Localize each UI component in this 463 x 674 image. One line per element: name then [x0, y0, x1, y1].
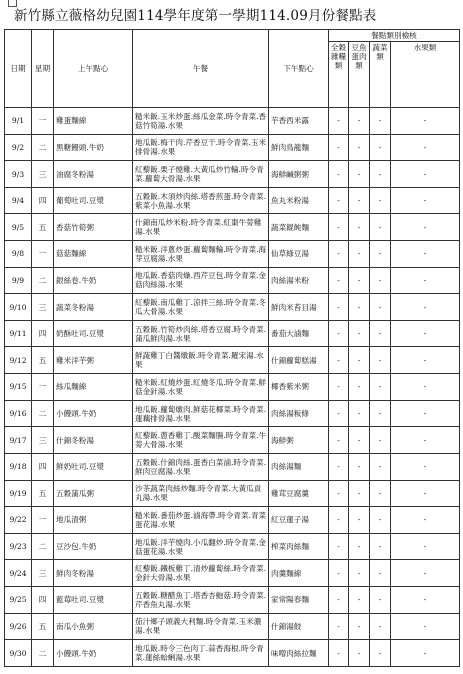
morning-snack-cell: 雞米洋芋粥 [54, 347, 133, 374]
category-check-cell: - [349, 586, 370, 613]
morning-snack-cell: 菇菇麵線 [54, 241, 133, 268]
header-afternoon-snack: 下午點心 [269, 30, 329, 108]
header-category: 豆魚蛋肉類 [349, 42, 370, 108]
date-cell: 9/26 [5, 613, 32, 640]
date-cell: 9/30 [5, 640, 32, 667]
weekday-cell: 一 [32, 507, 54, 534]
date-cell: 9/23 [5, 533, 32, 560]
table-row [5, 187, 460, 214]
table-row [5, 586, 460, 613]
header-category: 水果類 [391, 42, 460, 108]
header-date: 日期 [5, 30, 32, 108]
afternoon-snack-cell: 魚丸米粉湯 [269, 187, 329, 214]
table-row [5, 427, 460, 454]
afternoon-snack-cell: 榨菜肉絲麵 [269, 533, 329, 560]
category-check-cell: - [370, 453, 391, 480]
category-check-cell: - [391, 533, 460, 560]
date-cell: 9/2 [5, 134, 32, 161]
category-check-cell: - [391, 267, 460, 294]
morning-snack-cell: 香菇竹筍粥 [54, 214, 133, 241]
weekday-cell: 五 [32, 214, 54, 241]
category-check-cell: - [349, 241, 370, 268]
date-cell: 9/11 [5, 320, 32, 347]
category-check-cell: - [391, 134, 460, 161]
afternoon-snack-cell: 海鮮鹹粥粥 [269, 161, 329, 188]
afternoon-snack-cell: 紅豆蓮子湯 [269, 507, 329, 534]
category-check-cell: - [370, 613, 391, 640]
category-check-cell: - [329, 560, 349, 587]
category-check-cell: - [329, 480, 349, 507]
category-check-cell: - [370, 214, 391, 241]
table-row [5, 480, 460, 507]
date-cell: 9/25 [5, 586, 32, 613]
date-cell: 9/12 [5, 347, 32, 374]
table-row [5, 374, 460, 401]
weekday-cell: 一 [32, 241, 54, 268]
lunch-cell: 五穀飯.什錦肉絲.蛋香白菜滷.時令青菜.鮮肉豆腐湯.水果 [133, 453, 269, 480]
category-check-cell: - [370, 560, 391, 587]
morning-snack-cell: 油腐冬粉湯 [54, 161, 133, 188]
category-check-cell: - [370, 374, 391, 401]
weekday-cell: 三 [32, 560, 54, 587]
morning-snack-cell: 南瓜小魚粥 [54, 613, 133, 640]
lunch-cell: 沙茶蔬菜肉絲炒麵.時令青菜.大黃瓜貢丸湯.水果 [133, 480, 269, 507]
category-check-cell: - [329, 320, 349, 347]
weekday-cell: 四 [32, 320, 54, 347]
morning-snack-cell: 地瓜清粥 [54, 507, 133, 534]
weekday-cell: 四 [32, 453, 54, 480]
category-check-cell: - [349, 374, 370, 401]
category-check-cell: - [349, 108, 370, 135]
table-row [5, 507, 460, 534]
date-cell: 9/24 [5, 560, 32, 587]
header-lunch: 午餐 [133, 30, 269, 108]
category-check-cell: - [370, 241, 391, 268]
category-check-cell: - [329, 214, 349, 241]
table-row [5, 320, 460, 347]
weekday-cell: 一 [32, 374, 54, 401]
category-check-cell: - [349, 320, 370, 347]
category-check-cell: - [391, 347, 460, 374]
header-category: 全穀雜糧類 [329, 42, 349, 108]
afternoon-snack-cell: 味噌肉絲拉麵 [269, 640, 329, 667]
category-check-cell: - [370, 347, 391, 374]
category-check-cell: - [349, 187, 370, 214]
weekday-cell: 五 [32, 347, 54, 374]
weekday-cell: 三 [32, 427, 54, 454]
lunch-cell: 地瓜飯.時令三色肉丁.蒜香海根.時令青菜.蓮絲蛤蜊湯.水果 [133, 640, 269, 667]
category-check-cell: - [349, 134, 370, 161]
category-check-cell: - [329, 294, 349, 321]
afternoon-snack-cell: 鮮肉米苔目湯 [269, 294, 329, 321]
category-check-cell: - [391, 480, 460, 507]
table-row [5, 108, 460, 135]
date-cell: 9/1 [5, 108, 32, 135]
table-row [5, 613, 460, 640]
afternoon-snack-cell: 家常陽春麵 [269, 586, 329, 613]
date-cell: 9/22 [5, 507, 32, 534]
category-check-cell: - [391, 241, 460, 268]
afternoon-snack-cell: 鮮肉鳥龍麵 [269, 134, 329, 161]
category-check-cell: - [349, 161, 370, 188]
category-check-cell: - [349, 640, 370, 667]
table-row [5, 560, 460, 587]
morning-snack-cell: 鮮奶吐司.豆漿 [54, 453, 133, 480]
category-check-cell: - [391, 613, 460, 640]
table-row [5, 347, 460, 374]
category-check-cell: - [391, 374, 460, 401]
category-check-cell: - [370, 480, 391, 507]
category-check-cell: - [329, 267, 349, 294]
category-check-cell: - [391, 507, 460, 534]
afternoon-snack-cell: 什錦湯餃 [269, 613, 329, 640]
weekday-cell: 四 [32, 586, 54, 613]
category-check-cell: - [370, 294, 391, 321]
category-check-cell: - [329, 613, 349, 640]
meal-table [4, 29, 460, 667]
morning-snack-cell: 銀絲卷.牛奶 [54, 267, 133, 294]
category-check-cell: - [329, 347, 349, 374]
category-check-cell: - [349, 267, 370, 294]
date-cell: 9/5 [5, 214, 32, 241]
category-check-cell: - [391, 320, 460, 347]
header-weekday: 星期 [32, 30, 54, 108]
afternoon-snack-cell: 芋香西米露 [269, 108, 329, 135]
date-cell: 9/10 [5, 294, 32, 321]
weekday-cell: 五 [32, 613, 54, 640]
category-check-cell: - [329, 427, 349, 454]
date-cell: 9/9 [5, 267, 32, 294]
category-check-cell: - [370, 320, 391, 347]
morning-snack-cell: 奶酥吐司.豆漿 [54, 320, 133, 347]
weekday-cell: 二 [32, 640, 54, 667]
morning-snack-cell: 鮮肉冬粉湯 [54, 560, 133, 587]
header-morning-snack: 上午點心 [54, 30, 133, 108]
lunch-cell: 糙米飯.紅燒炒蛋.紅燒冬瓜.時令青菜.鮮菇金針湯.水果 [133, 374, 269, 401]
lunch-cell: 糙米飯.番茄炒蛋.滷海帶.時令青菜.青菜蛋花湯.水果 [133, 507, 269, 534]
category-check-cell: - [391, 214, 460, 241]
weekday-cell: 三 [32, 161, 54, 188]
morning-snack-cell: 黑糖饅頭.牛奶 [54, 134, 133, 161]
afternoon-snack-cell: 仙草綠豆湯 [269, 241, 329, 268]
afternoon-snack-cell: 肉絲湯米粉 [269, 267, 329, 294]
lunch-cell: 紅藜飯.南瓜雞丁.涼拌三絲.時令青菜.冬瓜大骨湯.水果 [133, 294, 269, 321]
category-check-cell: - [391, 586, 460, 613]
date-cell: 9/19 [5, 480, 32, 507]
category-check-cell: - [370, 533, 391, 560]
category-check-cell: - [391, 640, 460, 667]
lunch-cell: 茄汁鄉子頭義大利麵.時令青菜.玉米濃湯.水果 [133, 613, 269, 640]
morning-snack-cell: 小饅頭.牛奶 [54, 640, 133, 667]
lunch-cell: 紅藜飯.蔥香雞丁.酸菜麵腸.時令青菜.牛蒡大骨湯.水果 [133, 427, 269, 454]
morning-snack-cell: 絲瓜麵線 [54, 374, 133, 401]
category-check-cell: - [349, 613, 370, 640]
weekday-cell: 二 [32, 400, 54, 427]
category-check-cell: - [349, 453, 370, 480]
date-cell: 9/8 [5, 241, 32, 268]
date-cell: 9/17 [5, 427, 32, 454]
afternoon-snack-cell: 蔬菜餛飩麵 [269, 214, 329, 241]
table-row [5, 453, 460, 480]
header-category: 蔬菜類 [370, 42, 391, 108]
category-check-cell: - [329, 586, 349, 613]
morning-snack-cell: 葡萄吐司.豆漿 [54, 187, 133, 214]
lunch-cell: 鮮蔬雞丁白醬燉飯.時令青菜.羅宋湯.水果 [133, 347, 269, 374]
category-check-cell: - [391, 427, 460, 454]
lunch-cell: 地瓜飯.香菇肉燥.西芹豆包.時令青菜.金菇肉絲湯.水果 [133, 267, 269, 294]
category-check-cell: - [370, 187, 391, 214]
lunch-cell: 紅藜飯.栗子燒雞.大黃瓜炒竹輪.時令青菜.蘿蔔大骨湯.水果 [133, 161, 269, 188]
category-check-cell: - [349, 400, 370, 427]
category-check-cell: - [329, 507, 349, 534]
weekday-cell: 二 [32, 267, 54, 294]
category-check-cell: - [329, 134, 349, 161]
category-check-cell: - [329, 187, 349, 214]
category-check-cell: - [329, 400, 349, 427]
lunch-cell: 五穀飯.糖醋魚丁.塔香杏鮑菇.時令青菜.芹香魚丸湯.水果 [133, 586, 269, 613]
weekday-cell: 三 [32, 294, 54, 321]
table-row [5, 267, 460, 294]
category-check-cell: - [349, 427, 370, 454]
category-check-cell: - [349, 480, 370, 507]
date-cell: 9/18 [5, 453, 32, 480]
weekday-cell: 五 [32, 480, 54, 507]
weekday-cell: 二 [32, 533, 54, 560]
morning-snack-cell: 小饅頭.牛奶 [54, 400, 133, 427]
category-check-cell: - [329, 161, 349, 188]
category-check-cell: - [370, 134, 391, 161]
morning-snack-cell: 五穀蒲瓜粥 [54, 480, 133, 507]
category-check-cell: - [370, 640, 391, 667]
lunch-cell: 地瓜飯.蘿蔔燉肉.鮮菇花椰菜.時令青菜.蓮藕排骨湯.水果 [133, 400, 269, 427]
category-check-cell: - [391, 187, 460, 214]
category-check-cell: - [370, 108, 391, 135]
table-row [5, 134, 460, 161]
category-check-cell: - [370, 427, 391, 454]
morning-snack-cell: 雞蛋麵線 [54, 108, 133, 135]
lunch-cell: 五穀飯.木須炒肉絲.塔香煎蛋.時令青菜.紫菜小魚湯.水果 [133, 187, 269, 214]
category-check-cell: - [329, 453, 349, 480]
category-check-cell: - [370, 161, 391, 188]
afternoon-snack-cell: 雞茸豆腐羹 [269, 480, 329, 507]
date-cell: 9/3 [5, 161, 32, 188]
morning-snack-cell: 豆沙包.牛奶 [54, 533, 133, 560]
category-check-cell: - [370, 507, 391, 534]
category-check-cell: - [329, 241, 349, 268]
date-cell: 9/16 [5, 400, 32, 427]
category-check-cell: - [349, 347, 370, 374]
lunch-cell: 什錦南瓜炒米粉.時令青菜.紅棗牛蒡雞湯.水果 [133, 214, 269, 241]
category-check-cell: - [349, 294, 370, 321]
lunch-cell: 紅藜飯.鐵板雞丁.清炒蘿蔔絲.時令青菜.金針大骨湯.水果 [133, 560, 269, 587]
table-row [5, 533, 460, 560]
lunch-cell: 地瓜飯.洋芋燒肉.小瓜翻炒.時令青菜.金菇蛋花湯.水果 [133, 533, 269, 560]
date-cell: 9/4 [5, 187, 32, 214]
lunch-cell: 糙米飯.玉米炒蛋.絲瓜金菜.時令青菜.香菇竹筍湯.水果 [133, 108, 269, 135]
morning-snack-cell: 藍莓吐司.豆漿 [54, 586, 133, 613]
category-check-cell: - [391, 161, 460, 188]
date-cell: 9/15 [5, 374, 32, 401]
afternoon-snack-cell: 肉絲湯麵 [269, 453, 329, 480]
category-check-cell: - [370, 400, 391, 427]
table-row [5, 214, 460, 241]
category-check-cell: - [349, 507, 370, 534]
table-row [5, 640, 460, 667]
page-title: 新竹縣立薇格幼兒園114學年度第一學期114.09月份餐點表 [14, 8, 377, 24]
category-check-cell: - [370, 267, 391, 294]
weekday-cell: 一 [32, 108, 54, 135]
lunch-cell: 五穀飯.竹筍炒肉絲.塔香豆腐.時令青菜.蒲瓜鮮肉湯.水果 [133, 320, 269, 347]
category-check-cell: - [391, 560, 460, 587]
category-check-cell: - [391, 294, 460, 321]
morning-snack-cell: 什錦冬粉湯 [54, 427, 133, 454]
table-row [5, 400, 460, 427]
lunch-cell: 糙米飯.洋蔥炒蛋.蘿蔔麵輪.時令青菜.海芽豆腐湯.水果 [133, 241, 269, 268]
category-check-cell: - [391, 108, 460, 135]
table-row [5, 161, 460, 188]
category-check-cell: - [329, 640, 349, 667]
afternoon-snack-cell: 海鮮粥 [269, 427, 329, 454]
category-check-cell: - [370, 586, 391, 613]
afternoon-snack-cell: 肉羹麵線 [269, 560, 329, 587]
weekday-cell: 二 [32, 134, 54, 161]
morning-snack-cell: 蔬菜冬粉湯 [54, 294, 133, 321]
afternoon-snack-cell: 椰香紫米粥 [269, 374, 329, 401]
table-row [5, 241, 460, 268]
afternoon-snack-cell: 肉絲湯粄條 [269, 400, 329, 427]
category-check-cell: - [329, 108, 349, 135]
category-check-cell: - [391, 453, 460, 480]
weekday-cell: 四 [32, 187, 54, 214]
category-check-cell: - [349, 533, 370, 560]
afternoon-snack-cell: 番茄大滷麵 [269, 320, 329, 347]
category-check-cell: - [349, 214, 370, 241]
table-row [5, 294, 460, 321]
afternoon-snack-cell: 什錦蘿蔔糕湯 [269, 347, 329, 374]
category-check-cell: - [391, 400, 460, 427]
category-check-cell: - [329, 374, 349, 401]
category-check-cell: - [329, 533, 349, 560]
lunch-cell: 地瓜飯.梅干肉.芹香豆干.時令青菜.玉米排骨湯.水果 [133, 134, 269, 161]
category-check-cell: - [349, 560, 370, 587]
header-category-check: 餐點類別檢核 [329, 30, 460, 42]
